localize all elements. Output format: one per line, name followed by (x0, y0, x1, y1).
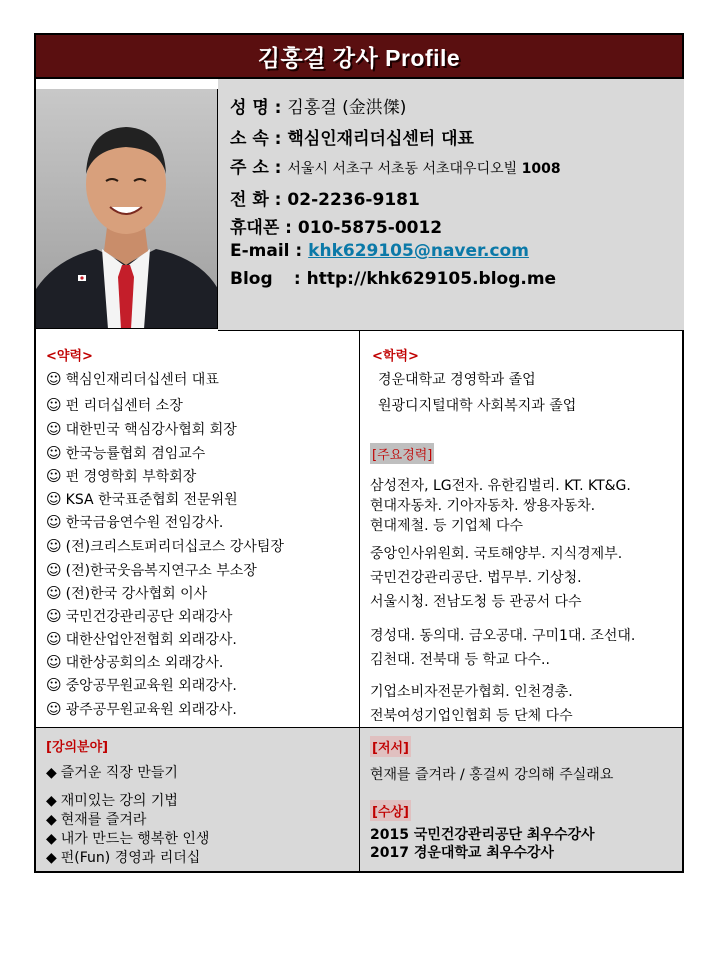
career-item (46, 560, 257, 580)
major-line: 현대자동차. 기아자동차. 쌍용자동차. (370, 498, 596, 514)
portrait-illustration (36, 89, 218, 329)
career-item-text: 대한산업안전협회 외래강사. (65, 632, 237, 648)
address-row (230, 153, 561, 178)
smiley-bullet-icon: ☺ (46, 444, 62, 462)
diamond-bullet-icon: ◆ (46, 765, 57, 781)
career-item-text: 펀 리더십센터 소장 (65, 398, 183, 414)
smiley-bullet-icon: ☺ (46, 653, 62, 671)
awards-heading: [수상] (370, 800, 411, 821)
major-line: 경성대. 동의대. 금오공대. 구미1대. 조선대. (370, 628, 636, 644)
email-label: E-mail : (230, 241, 303, 261)
profile-sheet (34, 33, 684, 873)
career-item-text: 광주공무원교육원 외래강사. (65, 702, 237, 718)
career-item-text: (전)한국 강사협회 이사 (65, 586, 208, 602)
education-heading: <학력> (372, 349, 419, 364)
name-value: 김홍걸 (金洪傑) (287, 98, 407, 118)
career-item-text: (전)한국웃음복지연구소 부소장 (65, 563, 257, 579)
smiley-bullet-icon: ☺ (46, 537, 62, 555)
major-line: 중앙인사위원회. 국토해양부. 지식경제부. (370, 546, 623, 562)
career-item (46, 466, 196, 486)
phone-label: 전 화 : (230, 190, 282, 210)
smiley-bullet-icon: ☺ (46, 467, 62, 485)
lecture-item: ◆ 재미있는 강의 기법 (46, 793, 178, 809)
mobile-row (230, 213, 442, 238)
mobile-label: 휴대폰 : (230, 218, 292, 238)
major-line: 전북여성기업인협회 등 단체 다수 (370, 708, 573, 724)
career-item (46, 536, 284, 556)
diamond-bullet-icon: ◆ (46, 850, 57, 866)
career-item (46, 583, 207, 603)
blog-row (230, 269, 556, 289)
career-item (46, 443, 205, 463)
books-heading: [저서] (370, 736, 411, 757)
address-number: 1008 (521, 161, 561, 177)
career-item (46, 699, 237, 719)
education-item: 원광디지털대학 사회복지과 졸업 (378, 398, 577, 414)
smiley-bullet-icon: ☺ (46, 561, 62, 579)
portrait-photo (36, 89, 218, 329)
career-item-text: 중앙공무원교육원 외래강사. (65, 678, 237, 694)
major-line: 삼성전자, LG전자. 유한킴벌리. KT. KT&G. (370, 478, 631, 494)
lecture-heading: [강의분야] (46, 740, 109, 755)
email-link[interactable]: khk629105@naver.com (308, 241, 529, 261)
career-item (46, 489, 238, 509)
name-row (230, 93, 406, 118)
address-label: 주 소 : (230, 158, 282, 178)
address-value: 서울시 서초구 서초동 서초대우디오빌 (287, 161, 518, 177)
title-bar (36, 35, 682, 79)
phone-value: 02-2236-9181 (287, 190, 420, 210)
education-section (360, 331, 682, 727)
career-item (46, 629, 237, 649)
major-line: 국민건강관리공단. 법무부. 기상청. (370, 570, 582, 586)
smiley-bullet-icon: ☺ (46, 676, 62, 694)
diamond-bullet-icon: ◆ (46, 812, 57, 828)
smiley-bullet-icon: ☺ (46, 700, 62, 718)
org-row (230, 124, 474, 149)
major-line: 서울시청. 전남도청 등 관공서 다수 (370, 594, 582, 610)
career-heading: <약력> (46, 349, 93, 364)
career-item (46, 369, 219, 389)
blog-label: Blog (230, 269, 273, 289)
smiley-bullet-icon: ☺ (46, 607, 62, 625)
major-career-heading: [주요경력] (370, 443, 434, 464)
major-line: 현대제철. 등 기업체 다수 (370, 518, 524, 534)
career-item (46, 652, 223, 672)
org-value: 핵심인재리더십센터 대표 (287, 129, 474, 149)
smiley-bullet-icon: ☺ (46, 490, 62, 508)
smiley-bullet-icon: ☺ (46, 370, 62, 388)
phone-row (230, 185, 420, 210)
career-item (46, 675, 237, 695)
major-line: 김천대. 전북대 등 학교 다수.. (370, 652, 550, 668)
career-item-text: 대한상공회의소 외래강사. (65, 655, 224, 671)
org-label: 소 속 : (230, 129, 282, 149)
diamond-bullet-icon: ◆ (46, 793, 57, 809)
smiley-bullet-icon: ☺ (46, 513, 62, 531)
books-text: 현재를 즐겨라 / 홍걸씨 강의해 주실래요 (370, 767, 614, 783)
career-item-text: 대한민국 핵심강사협회 회장 (65, 422, 237, 438)
mobile-value: 010-5875-0012 (297, 218, 443, 238)
blog-value[interactable]: : http://khk629105.blog.me (293, 269, 557, 289)
career-item-text: 핵심인재리더십센터 대표 (65, 372, 219, 388)
smiley-bullet-icon: ☺ (46, 420, 62, 438)
career-item-text: 국민건강관리공단 외래강사 (65, 609, 233, 625)
lecture-item: ◆ 즐거운 직장 만들기 (46, 765, 178, 781)
lecture-section (36, 727, 360, 871)
career-section (36, 331, 360, 727)
career-item-text: (전)크리스토퍼리더십코스 강사팀장 (65, 539, 284, 555)
career-item-text: 한국금융연수원 전임강사. (65, 515, 224, 531)
smiley-bullet-icon: ☺ (46, 584, 62, 602)
contact-info-panel (218, 79, 684, 331)
career-item-text: 한국능률협회 겸임교수 (65, 446, 206, 462)
lecture-item: ◆ 현재를 즐겨라 (46, 812, 147, 828)
career-item (46, 606, 232, 626)
career-item (46, 419, 237, 439)
publications-section (360, 727, 682, 871)
career-item (46, 395, 183, 415)
email-row (230, 241, 529, 261)
page-title: 김홍걸 강사 Profile (257, 44, 461, 71)
career-item-text: KSA 한국표준협회 전문위원 (65, 492, 238, 508)
lecture-item: ◆ 내가 만드는 행복한 인생 (46, 831, 210, 847)
name-label: 성 명 : (230, 98, 282, 118)
lecture-item: ◆ 펀(Fun) 경영과 리더십 (46, 850, 201, 866)
diamond-bullet-icon: ◆ (46, 831, 57, 847)
career-item-text: 펀 경영학회 부학회장 (65, 469, 197, 485)
award-line: 2015 국민건강관리공단 최우수강사 (370, 827, 595, 843)
education-item: 경운대학교 경영학과 졸업 (378, 372, 536, 388)
smiley-bullet-icon: ☺ (46, 630, 62, 648)
award-line: 2017 경운대학교 최우수강사 (370, 845, 554, 861)
smiley-bullet-icon: ☺ (46, 396, 62, 414)
major-line: 기업소비자전문가협회. 인천경총. (370, 684, 573, 700)
career-item (46, 512, 223, 532)
